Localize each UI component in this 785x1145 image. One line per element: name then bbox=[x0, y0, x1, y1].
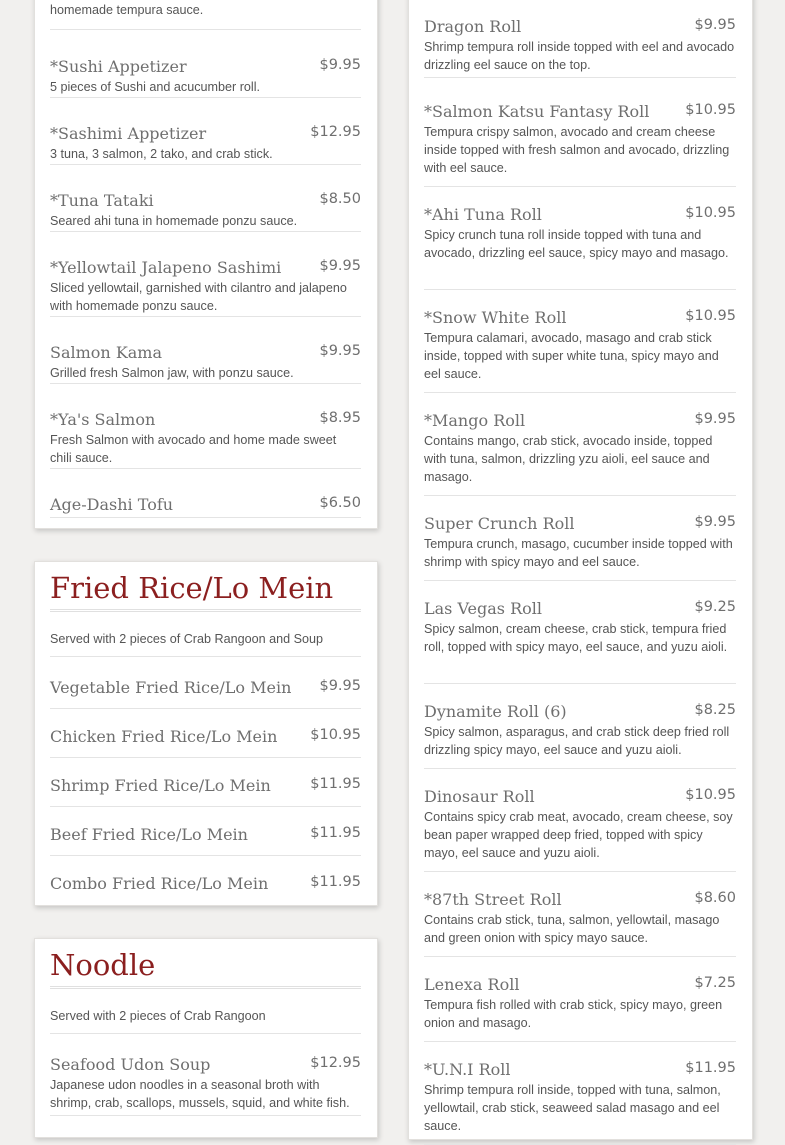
menu-item bbox=[424, 975, 736, 1042]
menu-item bbox=[50, 258, 361, 317]
section-note: Served with 2 pieces of Crab Rangoon bbox=[50, 1009, 361, 1034]
item-name: *Sashimi Appetizer bbox=[50, 124, 207, 143]
item-name: Las Vegas Roll bbox=[424, 599, 543, 618]
item-price: $11.95 bbox=[310, 874, 361, 890]
menu-item bbox=[424, 308, 736, 393]
menu-item bbox=[424, 1060, 736, 1145]
item-price: $7.25 bbox=[694, 975, 736, 991]
menu-item bbox=[50, 57, 361, 98]
fried-rice-menu-card bbox=[34, 561, 378, 906]
item-description: Tempura calamari, avocado, masago and crab stick inside, topped with super white tuna, spicy mayo and eel sauce. bbox=[424, 331, 719, 381]
appetizer-menu-card bbox=[34, 0, 378, 529]
item-name: *U.N.I Roll bbox=[424, 1060, 511, 1079]
menu-item bbox=[424, 17, 736, 78]
item-price: $8.95 bbox=[319, 410, 361, 426]
section-title: Noodle bbox=[50, 948, 361, 989]
item-description: Shrimp tempura roll inside topped with eel and avocado drizzling eel sauce on the top. bbox=[424, 40, 735, 72]
item-name: Age-Dashi Tofu bbox=[50, 495, 174, 514]
item-price: $10.95 bbox=[685, 205, 736, 221]
item-price: $9.95 bbox=[319, 678, 361, 694]
item-name: Dynamite Roll (6) bbox=[424, 702, 567, 721]
item-description: Tempura fish rolled with crab stick, spicy mayo, green onion and masago. bbox=[424, 998, 723, 1030]
item-price: $11.95 bbox=[310, 776, 361, 792]
menu-item bbox=[50, 678, 361, 709]
menu-item bbox=[424, 102, 736, 187]
item-description: Tempura crispy salmon, avocado and cream cheese inside topped with fresh salmon and avocado, drizzling with eel sauce. bbox=[424, 125, 730, 175]
item-price: $10.95 bbox=[685, 787, 736, 803]
menu-item bbox=[424, 205, 736, 290]
item-price: $9.95 bbox=[694, 17, 736, 33]
menu-item bbox=[50, 825, 361, 856]
item-name: Shrimp Fried Rice/Lo Mein bbox=[50, 776, 271, 795]
section-title: Fried Rice/Lo Mein bbox=[50, 571, 361, 612]
item-name: Dragon Roll bbox=[424, 17, 522, 36]
item-description: Fresh Salmon with avocado and home made sweet chili sauce. bbox=[50, 433, 337, 465]
item-price: $6.50 bbox=[319, 495, 361, 511]
item-price: $9.95 bbox=[694, 514, 736, 530]
item-description: Contains crab stick, tuna, salmon, yellowtail, masago and green onion with spicy mayo sauce. bbox=[424, 913, 720, 945]
item-description: Tempura crunch, masago, cucumber inside topped with shrimp with spicy mayo and eel sauce. bbox=[424, 537, 733, 569]
menu-item bbox=[424, 411, 736, 496]
specialty-rolls-menu-card bbox=[408, 0, 753, 1140]
item-name: *Salmon Katsu Fantasy Roll bbox=[424, 102, 650, 121]
item-name: *Tuna Tataki bbox=[50, 191, 154, 210]
item-price: $8.50 bbox=[319, 191, 361, 207]
menu-item bbox=[424, 702, 736, 769]
item-price: $11.95 bbox=[685, 1060, 736, 1076]
item-name: *Ahi Tuna Roll bbox=[424, 205, 542, 224]
item-name: Chicken Fried Rice/Lo Mein bbox=[50, 727, 278, 746]
item-price: $12.95 bbox=[310, 1055, 361, 1071]
item-price: $8.60 bbox=[694, 890, 736, 906]
menu-item bbox=[50, 410, 361, 469]
item-description: Spicy crunch tuna roll inside topped with tuna and avocado, drizzling eel sauce, spicy mayo and masago. bbox=[424, 228, 729, 260]
item-description: 3 tuna, 3 salmon, 2 tako, and crab stick. bbox=[50, 147, 273, 161]
item-description: Spicy salmon, asparagus, and crab stick deep fried roll drizzling spicy mayo, eel sauce and yuzu aioli. bbox=[424, 725, 730, 757]
menu-item bbox=[424, 787, 736, 872]
item-description: Contains spicy crab meat, avocado, cream cheese, soy bean paper wrapped deep fried, topped with spicy mayo, eel sauce and yuzu aioli. bbox=[424, 810, 733, 860]
menu-item bbox=[424, 890, 736, 957]
item-name: *Snow White Roll bbox=[424, 308, 567, 327]
item-name: Seafood Udon Soup bbox=[50, 1055, 211, 1074]
menu-item bbox=[50, 1055, 361, 1116]
item-name: *Ya's Salmon bbox=[50, 410, 156, 429]
item-name: Dinosaur Roll bbox=[424, 787, 535, 806]
item-name: Lenexa Roll bbox=[424, 975, 520, 994]
item-price: $9.95 bbox=[694, 411, 736, 427]
item-name: *87th Street Roll bbox=[424, 890, 562, 909]
menu-item bbox=[50, 874, 361, 904]
item-name: Vegetable Fried Rice/Lo Mein bbox=[50, 678, 292, 697]
item-description: Sliced yellowtail, garnished with cilantro and jalapeno with homemade ponzu sauce. bbox=[50, 281, 347, 313]
item-description: Seared ahi tuna in homemade ponzu sauce. bbox=[50, 214, 298, 228]
item-name: *Mango Roll bbox=[424, 411, 526, 430]
item-price: $9.95 bbox=[319, 57, 361, 73]
item-description: Shrimp tempura roll inside, topped with tuna, salmon, yellowtail, crab stick, seaweed salad masago and eel sauce. bbox=[424, 1083, 721, 1133]
item-price: $10.95 bbox=[310, 727, 361, 743]
item-price: $10.95 bbox=[685, 102, 736, 118]
item-price: $11.95 bbox=[310, 825, 361, 841]
item-name: Salmon Kama bbox=[50, 343, 163, 362]
item-price: $8.25 bbox=[694, 702, 736, 718]
noodle-menu-card bbox=[34, 938, 378, 1138]
menu-item bbox=[50, 495, 361, 518]
section-note: Served with 2 pieces of Crab Rangoon and Soup bbox=[50, 632, 361, 657]
menu-item bbox=[50, 776, 361, 807]
item-description: Japanese udon noodles in a seasonal broth with shrimp, crab, scallops, mussels, squid, and white fish. bbox=[50, 1078, 350, 1110]
item-name: *Sushi Appetizer bbox=[50, 57, 187, 76]
menu-item bbox=[424, 599, 736, 684]
item-description: homemade tempura sauce. bbox=[50, 1, 361, 30]
item-price: $9.25 bbox=[694, 599, 736, 615]
item-price: $12.95 bbox=[310, 124, 361, 140]
item-name: Combo Fried Rice/Lo Mein bbox=[50, 874, 269, 893]
menu-item bbox=[50, 124, 361, 165]
menu-item bbox=[424, 514, 736, 581]
item-description: Contains mango, crab stick, avocado inside, topped with tuna, salmon, drizzling yzu aioli, eel sauce and masago. bbox=[424, 434, 713, 484]
menu-item bbox=[50, 343, 361, 384]
item-price: $10.95 bbox=[685, 308, 736, 324]
item-description: Spicy salmon, cream cheese, crab stick, tempura fried roll, topped with spicy mayo, eel sauce, and yuzu aioli. bbox=[424, 622, 728, 654]
item-description: Grilled fresh Salmon jaw, with ponzu sauce. bbox=[50, 366, 294, 380]
item-description: 5 pieces of Sushi and acucumber roll. bbox=[50, 80, 261, 94]
menu-item bbox=[50, 727, 361, 758]
item-name: *Yellowtail Jalapeno Sashimi bbox=[50, 258, 282, 277]
menu-item bbox=[50, 191, 361, 232]
item-price: $9.95 bbox=[319, 258, 361, 274]
item-price: $9.95 bbox=[319, 343, 361, 359]
item-name: Super Crunch Roll bbox=[424, 514, 575, 533]
item-name: Beef Fried Rice/Lo Mein bbox=[50, 825, 248, 844]
